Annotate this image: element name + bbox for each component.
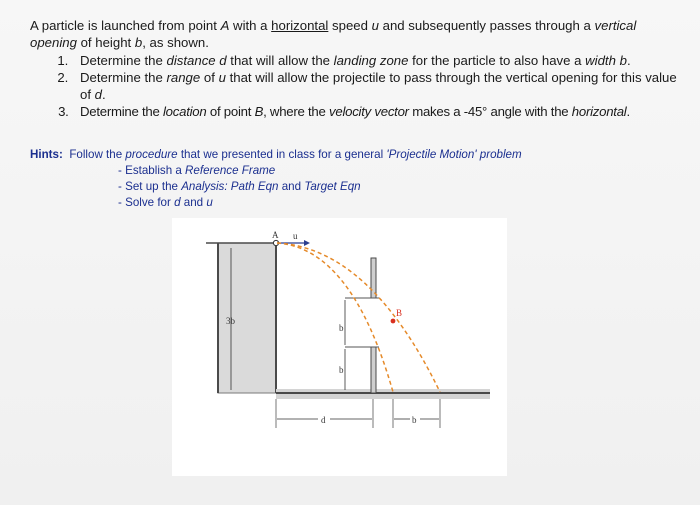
- label-u: u: [293, 231, 298, 241]
- italic-opening: opening: [30, 35, 77, 50]
- text: Follow the: [69, 148, 126, 161]
- label-b-upper: b: [339, 323, 344, 333]
- text: of: [200, 70, 219, 85]
- text: that will allow the: [226, 53, 334, 68]
- text: Determine the: [80, 104, 163, 119]
- var-u: u: [218, 70, 226, 85]
- italic-vertical: vertical: [594, 18, 637, 33]
- text: Establish a: [125, 164, 186, 177]
- var-b: b: [619, 53, 627, 68]
- var-u: u: [371, 18, 379, 33]
- italic-procedure: procedure: [125, 148, 178, 161]
- underlined-horizontal: horizontal: [271, 18, 329, 33]
- point-B: [391, 319, 396, 324]
- label-3b: 3b: [226, 316, 235, 326]
- var-d: d: [94, 87, 103, 102]
- wall-lower: [371, 347, 376, 393]
- label-b-landing: b: [412, 415, 417, 425]
- var-u: u: [206, 196, 213, 209]
- text: .: [102, 87, 106, 102]
- italic-reference-frame: Reference Frame: [185, 164, 276, 177]
- label-b-lower: b: [339, 365, 344, 375]
- wall-upper: [371, 258, 376, 298]
- text: Solve for: [125, 196, 175, 209]
- label-d: d: [321, 415, 326, 425]
- text: and: [180, 196, 207, 209]
- italic-path-eqn: Analysis: Path Eqn: [181, 180, 279, 193]
- text: .: [626, 53, 631, 68]
- italic-location: location: [163, 104, 207, 119]
- var-d: d: [174, 196, 181, 209]
- text: Determine the: [80, 70, 167, 85]
- text: speed: [328, 18, 372, 33]
- text: makes a -45° angle with the: [408, 104, 572, 119]
- italic-landing-zone: landing zone: [333, 53, 409, 68]
- text: A particle is launched from point: [30, 18, 221, 33]
- italic-horizontal: horizontal: [571, 104, 627, 119]
- italic-target-eqn: Target Eqn: [304, 180, 361, 193]
- var-b: b: [134, 35, 143, 50]
- italic-distance: distance: [166, 53, 216, 68]
- text: of point: [206, 104, 255, 119]
- label-B: B: [396, 308, 403, 318]
- var-A: A: [220, 18, 230, 33]
- text: .: [626, 104, 630, 119]
- text: and: [278, 180, 305, 193]
- text: that we presented in class for a general: [177, 148, 387, 161]
- dash: -: [118, 180, 122, 193]
- text: , where the: [263, 104, 330, 119]
- text: that will allow the projectile to pass through the vertical opening for this value of: [80, 70, 677, 102]
- text: of height: [76, 35, 135, 50]
- italic-width: width: [585, 53, 616, 68]
- italic-projectile-motion: 'Projectile Motion' problem: [386, 148, 522, 161]
- text: for the particle to also have a: [408, 53, 586, 68]
- dash: -: [118, 196, 122, 209]
- hints-label: Hints:: [30, 148, 63, 161]
- text: with a: [229, 18, 272, 33]
- italic-range: range: [166, 70, 201, 85]
- text: , as shown.: [142, 35, 209, 50]
- dash: -: [118, 164, 122, 177]
- var-d: d: [219, 53, 227, 68]
- text: Determine the: [80, 53, 167, 68]
- italic-velocity-vector: velocity vector: [329, 104, 409, 119]
- var-B: B: [254, 104, 264, 119]
- text: and subsequently passes through a: [378, 18, 595, 33]
- text: Set up the: [125, 180, 182, 193]
- label-A: A: [272, 230, 279, 240]
